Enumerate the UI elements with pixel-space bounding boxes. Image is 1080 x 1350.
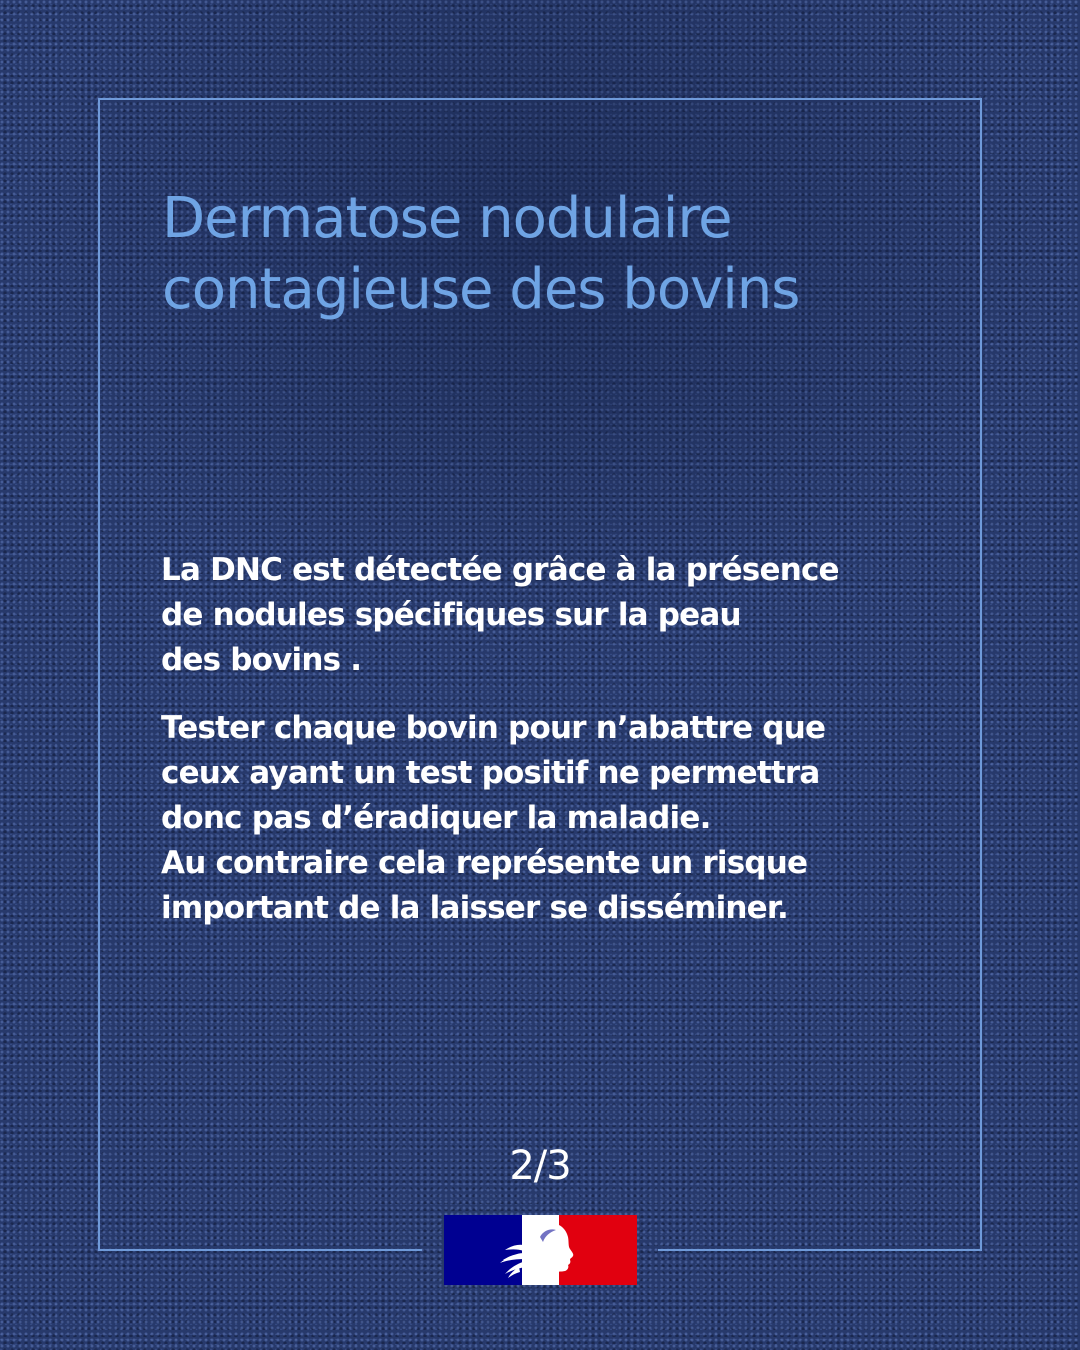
title-line-1: Dermatose nodulaire — [162, 186, 732, 251]
frame-bottom-right-border — [658, 1249, 982, 1251]
page-title — [162, 183, 962, 325]
paragraph-2-line-1: Tester chaque bovin pour n’abattre que — [161, 710, 826, 746]
paragraph-1-line-1: La DNC est détectée grâce à la présence — [161, 552, 839, 588]
paragraph-1-line-3: des bovins . — [161, 642, 362, 678]
paragraph-detection — [161, 548, 941, 683]
title-line-2: contagieuse des bovins — [162, 257, 800, 322]
frame-top-border — [98, 98, 982, 100]
frame-bottom-left-border — [98, 1249, 422, 1251]
page-indicator: 2/3 — [509, 1143, 571, 1189]
frame-left-border — [98, 98, 100, 1251]
marianne-flag-logo — [444, 1215, 637, 1285]
paragraph-testing — [161, 706, 941, 931]
flag-red-band — [559, 1215, 637, 1285]
frame-right-border — [980, 98, 982, 1251]
paragraph-2-line-3: donc pas d’éradiquer la maladie. — [161, 800, 711, 836]
paragraph-2-line-2: ceux ayant un test positif ne permettra — [161, 755, 820, 791]
paragraph-2-line-5: important de la laisser se disséminer. — [161, 890, 788, 926]
paragraph-1-line-2: de nodules spécifiques sur la peau — [161, 597, 741, 633]
paragraph-2-line-4: Au contraire cela représente un risque — [161, 845, 808, 881]
